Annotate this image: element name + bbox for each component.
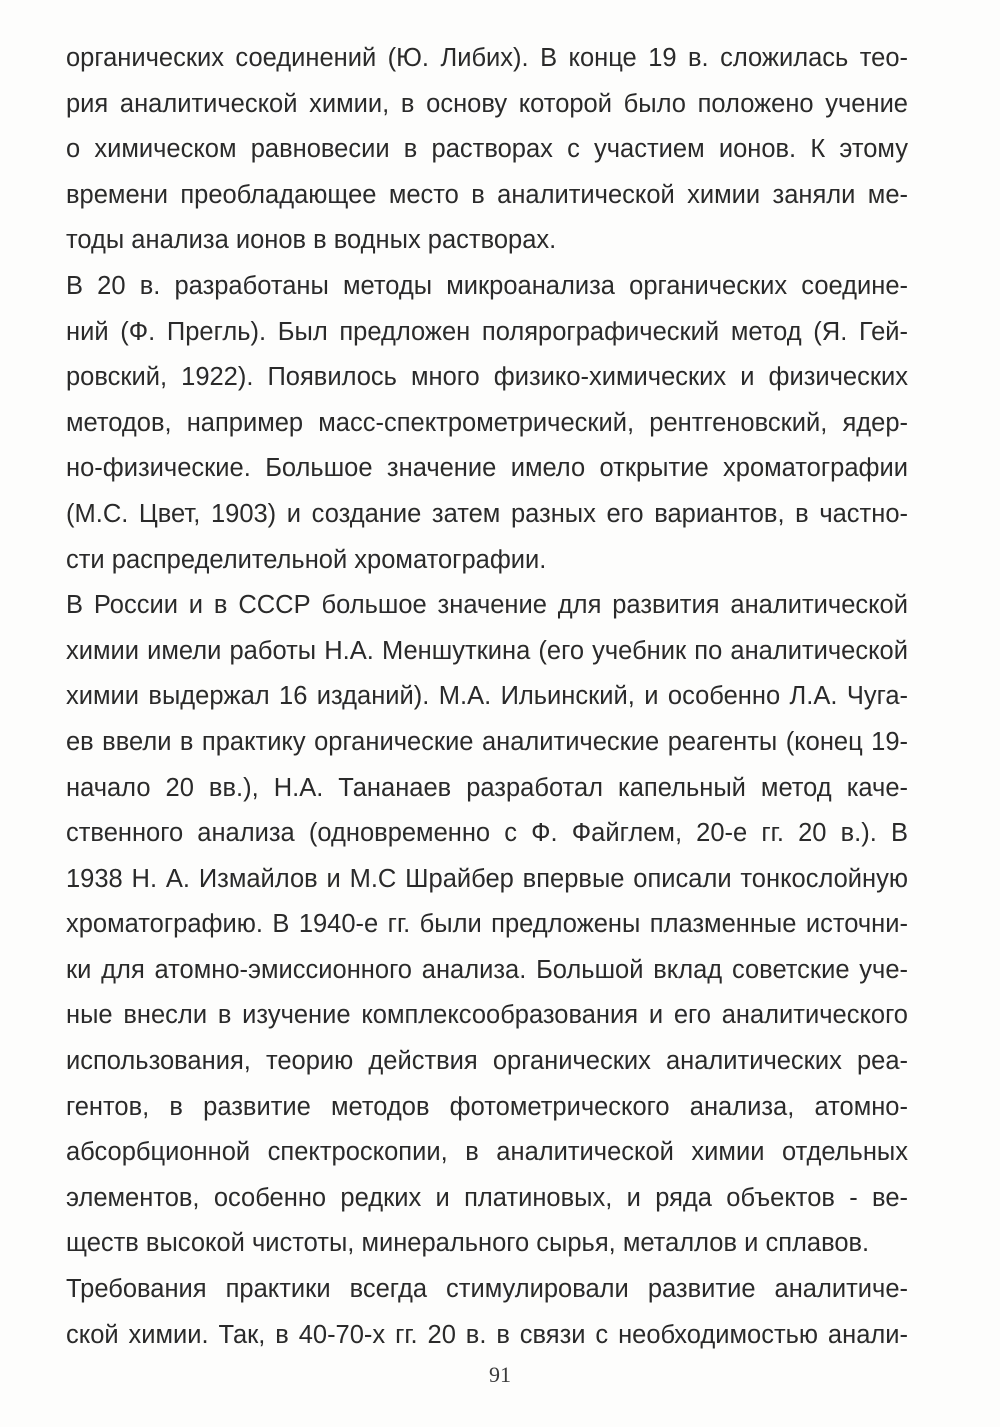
text-line: тоды анализа ионов в водных растворах. bbox=[66, 226, 557, 255]
body-text bbox=[66, 36, 908, 1358]
text-line: но-физические. Большое значение имело открытие хроматографии bbox=[66, 454, 908, 483]
text-line: рия аналитической химии, в основу которой было положено учение bbox=[66, 89, 908, 118]
text-line: Требования практики всегда стимулировали развитие аналитиче- bbox=[66, 1275, 908, 1304]
text-line: о химическом равновесии в растворах с участием ионов. К этому bbox=[66, 135, 908, 164]
text-line: гентов, в развитие методов фотометрического анализа, атомно- bbox=[66, 1092, 908, 1121]
text-line: ки для атомно-эмиссионного анализа. Большой вклад советские уче- bbox=[66, 955, 908, 984]
text-line: 1938 Н. А. Измайлов и М.С Шрайбер впервые описали тонкослойную bbox=[66, 864, 908, 893]
text-line: органических соединений (Ю. Либих). В конце 19 в. сложилась тео- bbox=[66, 44, 908, 72]
text-line: химии выдержал 16 изданий). М.А. Ильинский, и особенно Л.А. Чуга- bbox=[66, 682, 908, 711]
text-line: ской химии. Так, в 40-70-х гг. 20 в. в связи с необходимостью анали- bbox=[66, 1320, 908, 1349]
text-line: ные внесли в изучение комплексообразования и его аналитического bbox=[66, 1001, 908, 1030]
text-line: ществ высокой чистоты, минерального сырья, металлов и сплавов. bbox=[66, 1229, 870, 1258]
text-line: ев ввели в практику органические аналитические реагенты (конец 19- bbox=[66, 727, 908, 756]
text-line: времени преобладающее место в аналитической химии заняли ме- bbox=[66, 180, 908, 209]
text-line: В 20 в. разработаны методы микроанализа органических соедине- bbox=[66, 271, 908, 300]
text-line: (М.С. Цвет, 1903) и создание затем разных его вариантов, в частно- bbox=[66, 499, 908, 528]
text-line: ственного анализа (одновременно с Ф. Файглем, 20-е гг. 20 в.). В bbox=[66, 819, 908, 848]
page-number: 91 bbox=[489, 1362, 511, 1387]
text-line: методов, например масс-спектрометрический, рентгеновский, ядер- bbox=[66, 408, 908, 437]
text-line: ровский, 1922). Появилось много физико-химических и физических bbox=[66, 363, 908, 392]
text-line: В России и в СССР большое значение для развития аналитической bbox=[66, 591, 908, 620]
text-line: элементов, особенно редких и платиновых, и ряда объектов - ве- bbox=[66, 1183, 908, 1212]
text-line: абсорбционной спектроскопии, в аналитической химии отдельных bbox=[66, 1138, 908, 1167]
text-line: сти распределительной хроматографии. bbox=[66, 545, 547, 574]
text-line: химии имели работы Н.А. Меншуткина (его учебник по аналитической bbox=[66, 636, 908, 665]
text-line: хроматографию. В 1940-е гг. были предложены плазменные источни- bbox=[66, 910, 908, 939]
text-line: использования, теорию действия органических аналитических реа- bbox=[66, 1047, 908, 1076]
text-line: начало 20 вв.), Н.А. Тананаев разработал капельный метод каче- bbox=[66, 773, 908, 802]
text-line: ний (Ф. Прегль). Был предложен полярографический метод (Я. Гей- bbox=[66, 317, 908, 346]
